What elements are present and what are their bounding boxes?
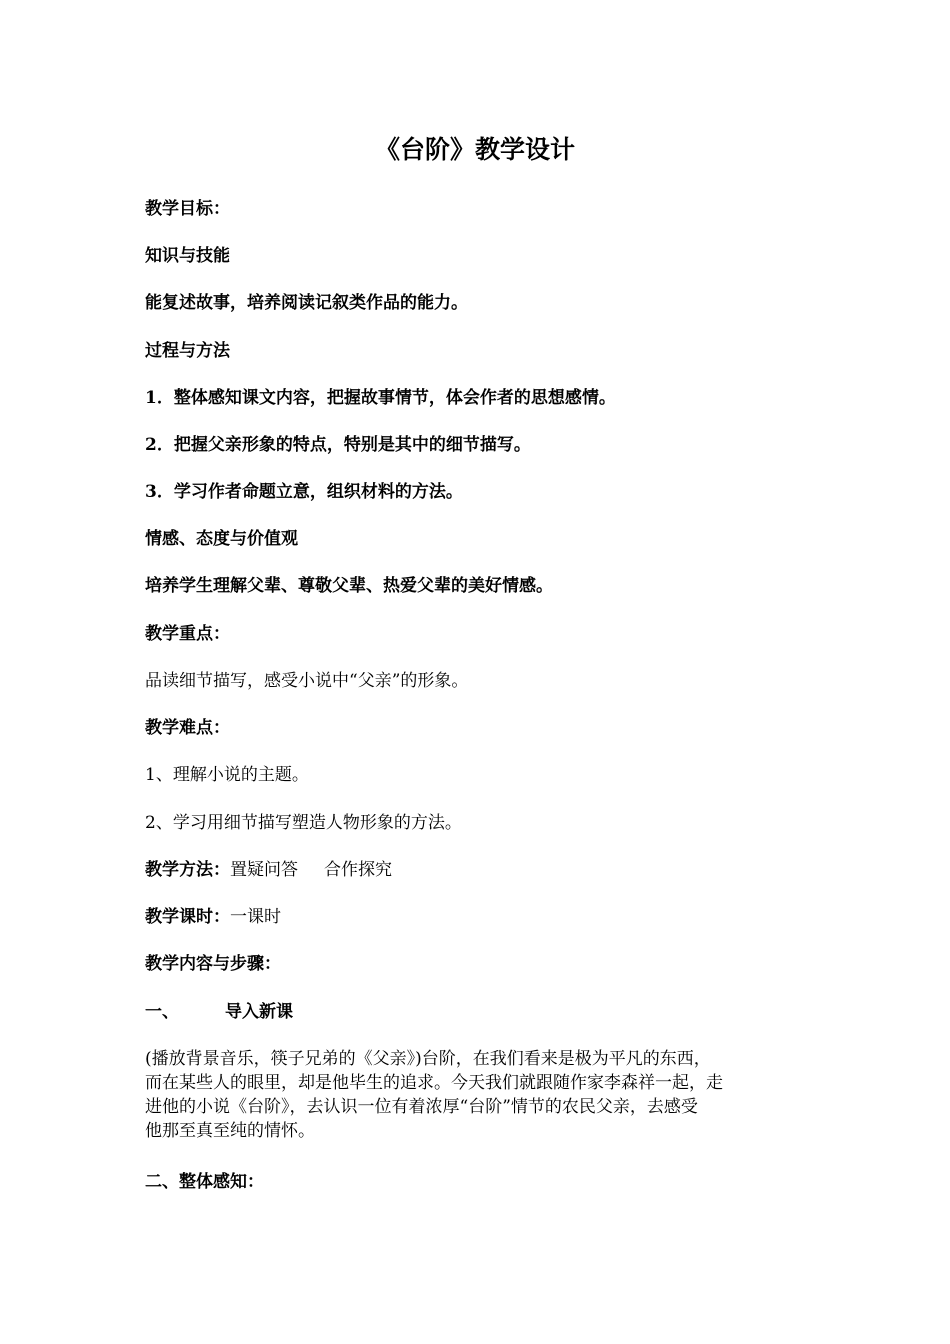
intro-line: 而在某些人的眼里，却是他毕生的追求。今天我们就跟随作家李森祥一起，走	[145, 1073, 723, 1093]
knowledge-heading: 知识与技能	[145, 246, 230, 266]
intro-paragraph	[145, 1047, 800, 1143]
intro-line: 他那至真至纯的情怀。	[145, 1121, 315, 1141]
method-value: 置疑问答	[230, 860, 298, 880]
intro-line: 进他的小说《台阶》，去认识一位有着浓厚“台阶”情节的农民父亲，去感受	[145, 1097, 698, 1117]
method-row	[145, 858, 805, 882]
process-item: 2．把握父亲形象的特点，特别是其中的细节描写。	[145, 435, 531, 455]
section2-heading: 二、整体感知：	[145, 1172, 264, 1192]
process-item: 1．整体感知课文内容，把握故事情节，体会作者的思想感情。	[145, 388, 616, 408]
key-heading: 教学重点：	[145, 624, 230, 644]
emotion-heading: 情感、态度与价值观	[145, 529, 298, 549]
steps-heading: 教学内容与步骤：	[145, 954, 281, 974]
intro-line: (播放背景音乐，筷子兄弟的《父亲》)台阶，在我们看来是极为平凡的东西，	[145, 1049, 711, 1069]
process-item: 3．学习作者命题立意，组织材料的方法。	[145, 482, 463, 502]
section1-title: 导入新课	[225, 1002, 293, 1022]
process-heading: 过程与方法	[145, 341, 230, 361]
difficulty-heading: 教学难点：	[145, 718, 230, 738]
key-text: 品读细节描写，感受小说中“父亲”的形象。	[145, 671, 469, 691]
hours-value: 一课时	[230, 907, 281, 927]
page-title: 《台阶》教学设计	[374, 135, 575, 164]
knowledge-text: 能复述故事，培养阅读记叙类作品的能力。	[145, 293, 468, 313]
method-value: 合作探究	[324, 860, 392, 880]
section1-heading	[145, 1000, 805, 1024]
section1-number: 一、	[145, 1002, 179, 1022]
hours-row	[145, 905, 805, 929]
hours-label: 教学课时：	[145, 907, 230, 927]
method-label: 教学方法：	[145, 860, 230, 880]
difficulty-item: 1、理解小说的主题。	[145, 765, 309, 785]
emotion-text: 培养学生理解父辈、尊敬父辈、热爱父辈的美好情感。	[145, 576, 553, 596]
difficulty-item: 2、学习用细节描写塑造人物形象的方法。	[145, 813, 462, 833]
goals-heading: 教学目标：	[145, 199, 230, 219]
